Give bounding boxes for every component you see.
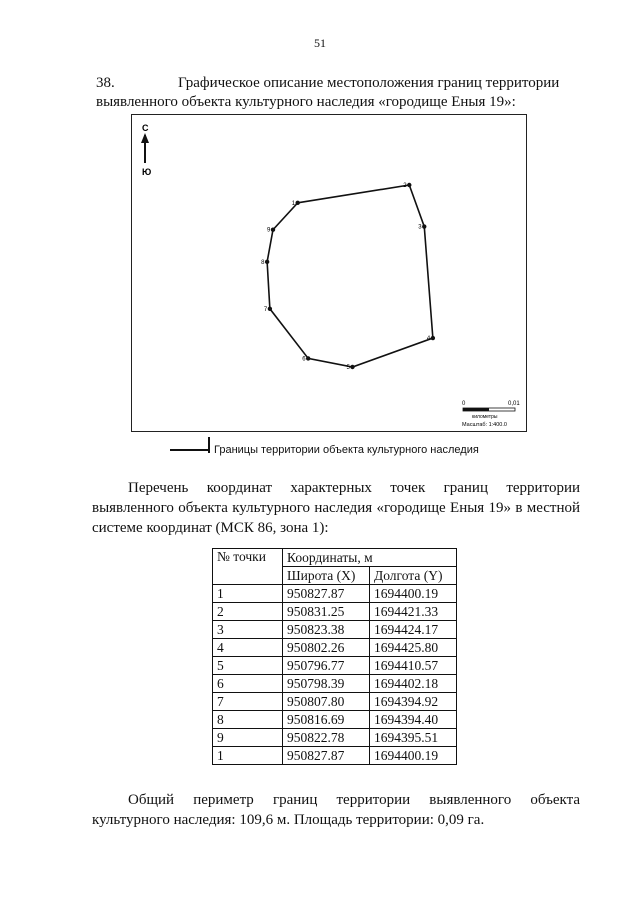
boundary-point: [268, 307, 272, 311]
lon-cell: 1694394.92: [370, 693, 457, 711]
boundary-line-sample: [170, 449, 208, 451]
boundary-line: [267, 185, 433, 367]
point-cell: 9: [213, 729, 283, 747]
summary-paragraph: Общий периметр границ территории выявленного объекта культурного наследия: 109,6 м. Площадь территории: 0,09 га.: [92, 792, 580, 828]
lat-cell: 950827.87: [283, 585, 370, 603]
lon-cell: 1694425.80: [370, 639, 457, 657]
table-row: [213, 711, 457, 729]
table-row: [213, 747, 457, 765]
table-row: [213, 585, 457, 603]
boundary-point: [431, 336, 435, 340]
section-heading: [96, 74, 576, 112]
point-cell: 6: [213, 675, 283, 693]
boundary-point: [271, 228, 275, 232]
lat-cell: 950827.87: [283, 747, 370, 765]
table-row: [213, 729, 457, 747]
point-cell: 3: [213, 621, 283, 639]
scale-text: Масштаб: 1:400.0: [462, 422, 507, 428]
table-row: [213, 603, 457, 621]
lon-cell: 1694400.19: [370, 585, 457, 603]
section-title: Графическое описание местоположения границ территории выявленного объекта культурного наследия «городище Еныя 19»:: [96, 75, 560, 110]
coordinates-table: [212, 548, 457, 765]
lat-cell: 950807.80: [283, 693, 370, 711]
boundary-point-label: 9: [266, 227, 271, 234]
header-lon: Долгота (Y): [370, 567, 457, 585]
header-lat: Широта (X): [283, 567, 370, 585]
north-label: С: [142, 123, 149, 133]
lon-cell: 1694402.18: [370, 675, 457, 693]
table-row: [213, 639, 457, 657]
lat-cell: 950796.77: [283, 657, 370, 675]
scale-unit: километры: [472, 414, 498, 420]
lat-cell: 950823.38: [283, 621, 370, 639]
lat-cell: 950831.25: [283, 603, 370, 621]
boundary-point-label: 2: [403, 183, 407, 189]
north-arrow-icon: [141, 123, 151, 177]
boundary-point-label: 8: [261, 259, 265, 266]
boundary-point: [295, 201, 299, 205]
lon-cell: 1694395.51: [370, 729, 457, 747]
lat-cell: 950798.39: [283, 675, 370, 693]
lon-cell: 1694421.33: [370, 603, 457, 621]
section-number: 38.: [96, 75, 115, 91]
lon-cell: 1694410.57: [370, 657, 457, 675]
table-row: [213, 675, 457, 693]
boundary-point: [422, 224, 426, 228]
boundary-point: [407, 183, 411, 187]
point-cell: 2: [213, 603, 283, 621]
table-row: [213, 621, 457, 639]
legend-label: Границы территории объекта культурного наследия: [214, 444, 479, 456]
map-legend: [170, 440, 479, 460]
lat-cell: 950802.26: [283, 639, 370, 657]
boundary-point-label: 5: [346, 365, 350, 371]
boundary-point: [350, 365, 354, 369]
boundary-point-label: 1: [291, 200, 296, 207]
point-cell: 1: [213, 585, 283, 603]
header-point: № точки: [213, 549, 283, 585]
intro-paragraph: Перечень координат характерных точек границ территории выявленного объекта культурного наследия «городище Еныя 19» в местной системе координат (МСК 86, зона 1):: [92, 480, 580, 536]
point-cell: 5: [213, 657, 283, 675]
lon-cell: 1694394.40: [370, 711, 457, 729]
boundary-point-label: 6: [302, 356, 306, 363]
lon-cell: 1694400.19: [370, 747, 457, 765]
lon-cell: 1694424.17: [370, 621, 457, 639]
page-number: 51: [314, 36, 326, 50]
boundary-point: [306, 356, 310, 360]
lat-cell: 950816.69: [283, 711, 370, 729]
south-label: Ю: [142, 167, 152, 177]
boundary-point: [265, 260, 269, 264]
scale-max: 0,01: [508, 401, 520, 407]
scale-bar: [462, 401, 520, 428]
boundary-point-label: 3: [418, 224, 422, 231]
boundary-point-label: 4: [426, 336, 431, 343]
boundary-map: [131, 114, 527, 432]
map-canvas: [132, 115, 528, 433]
table-row: [213, 693, 457, 711]
lat-cell: 950822.78: [283, 729, 370, 747]
point-cell: 1: [213, 747, 283, 765]
boundary-polygon: [261, 183, 435, 371]
table-row: [213, 657, 457, 675]
scale-zero: 0: [462, 401, 466, 407]
point-cell: 4: [213, 639, 283, 657]
header-coords: Координаты, м: [283, 549, 457, 567]
boundary-point-label: 7: [263, 306, 268, 313]
point-cell: 8: [213, 711, 283, 729]
point-cell: 7: [213, 693, 283, 711]
